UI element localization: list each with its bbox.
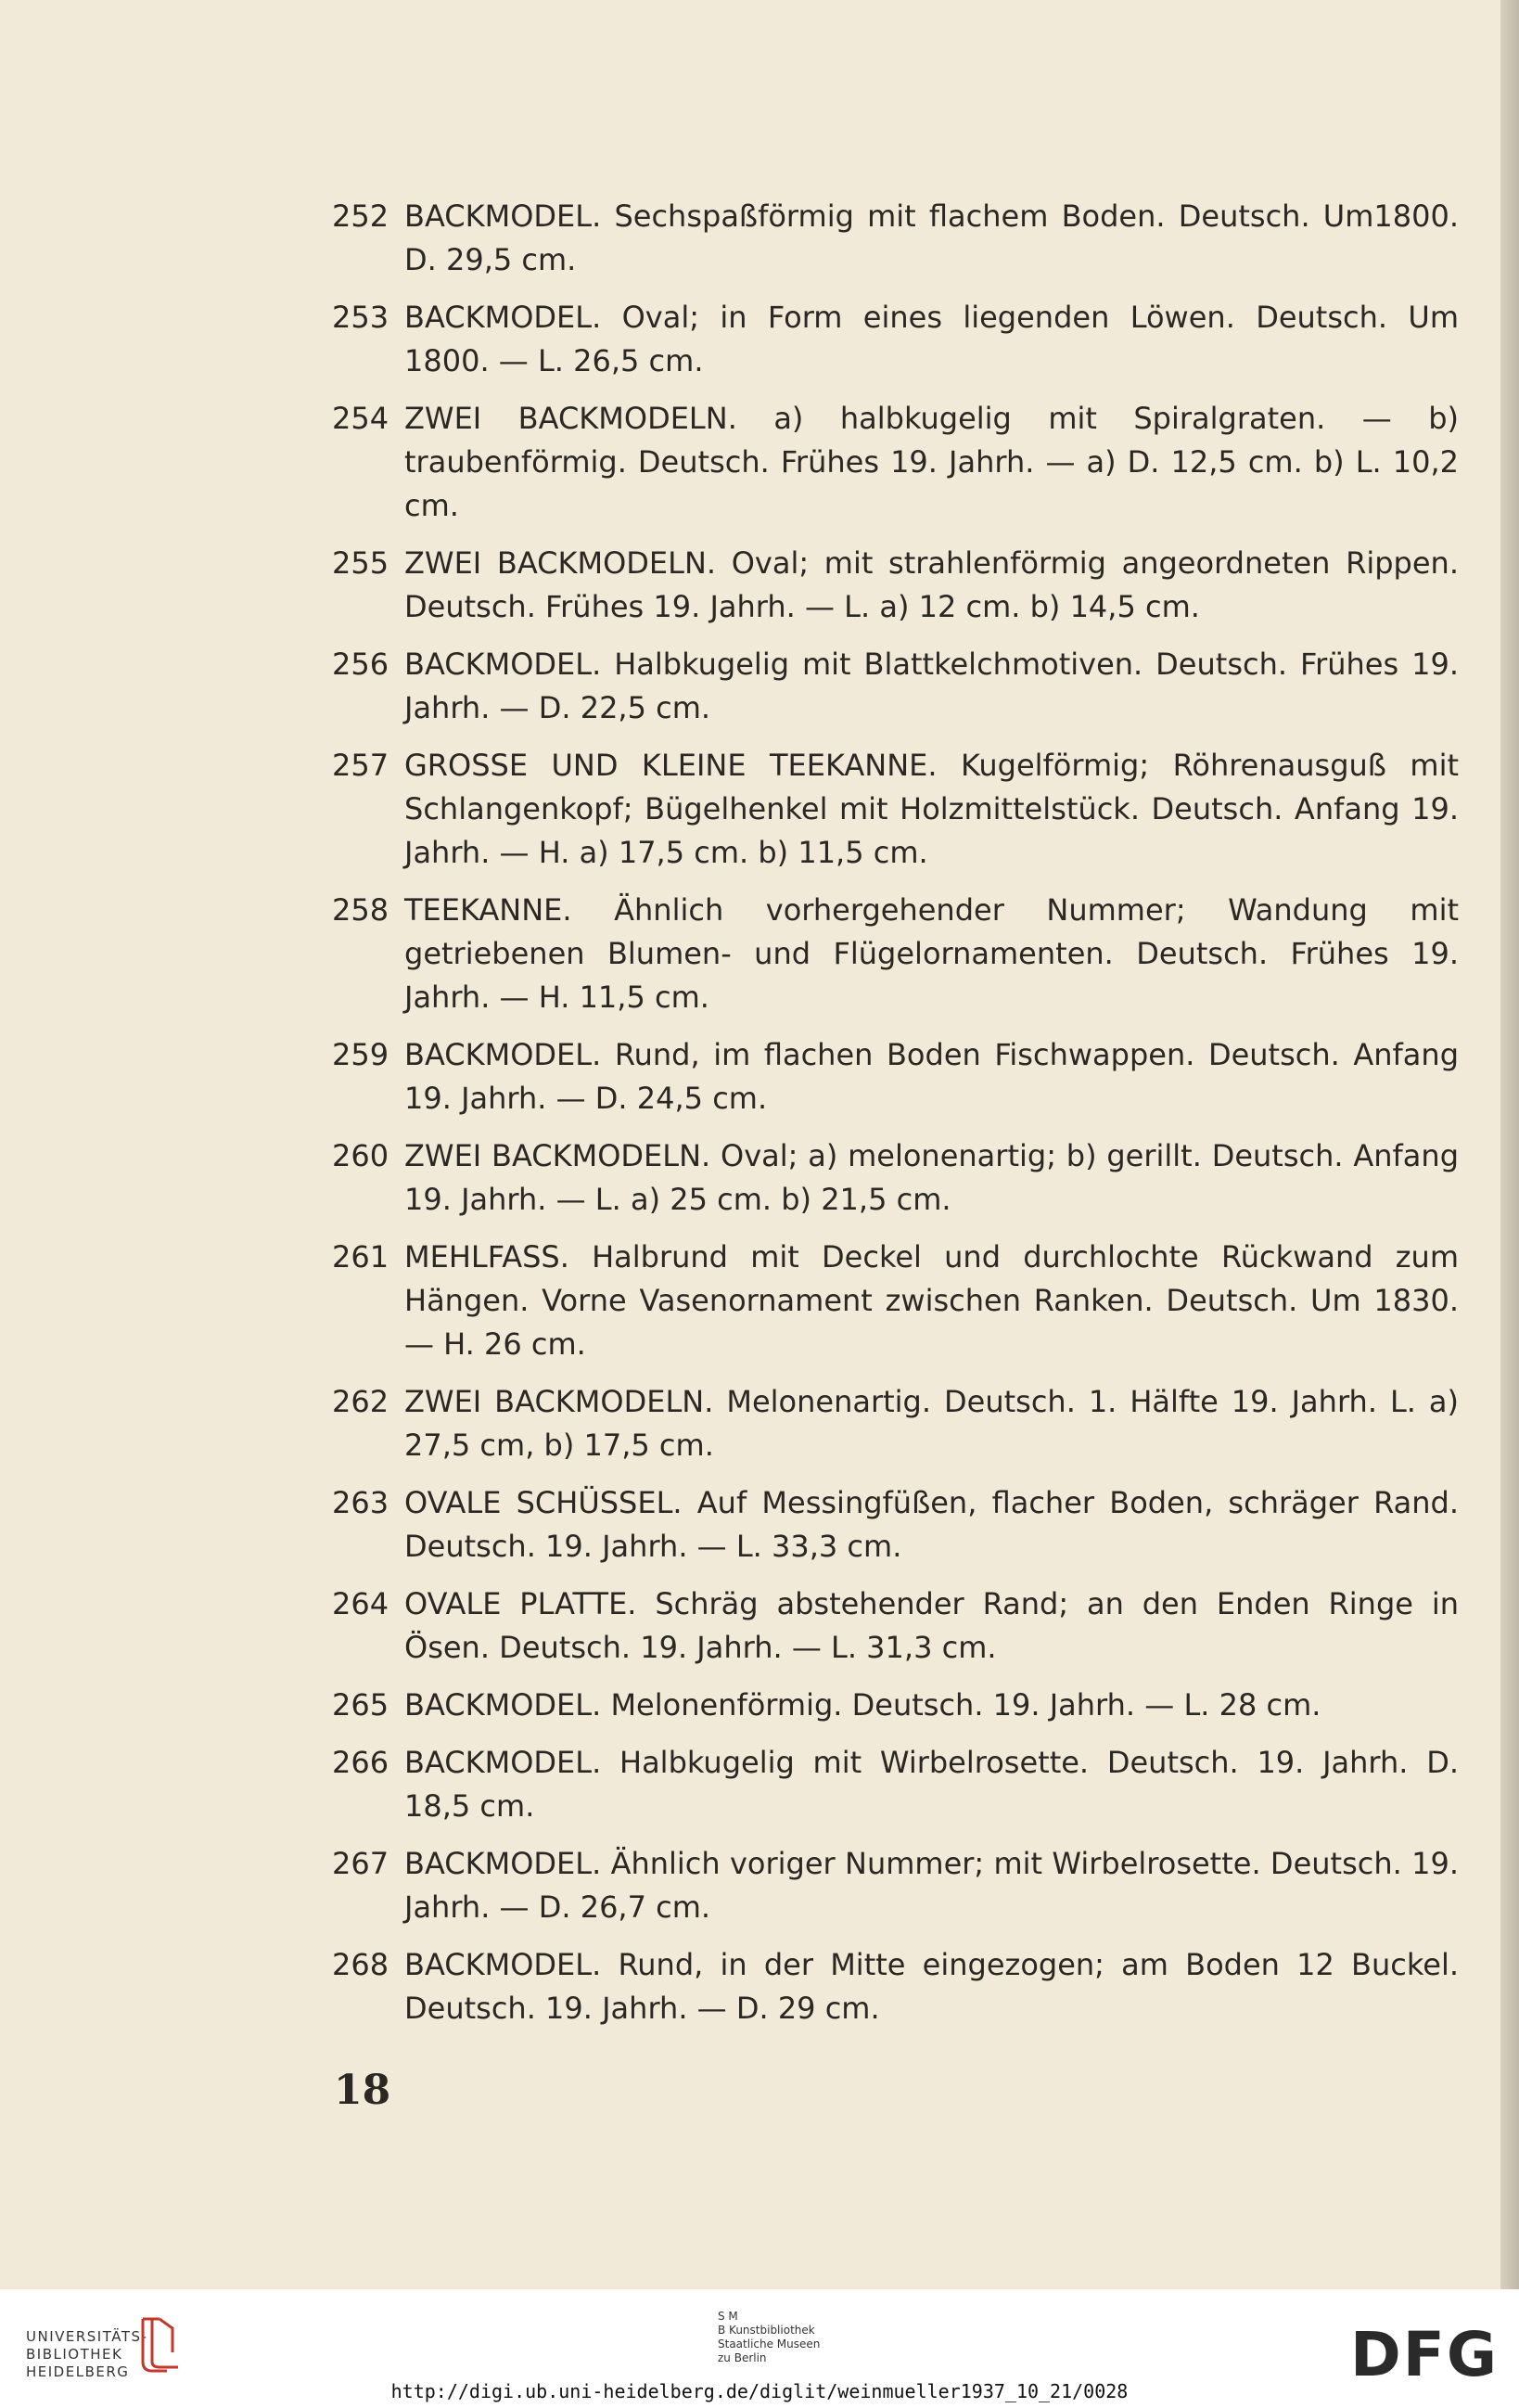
entry-text: OVALE PLATTE. Schräg abstehender Rand; an den Enden Ringe in Ösen. Deutsch. 19. Jahrh. — L. 31,3 cm. <box>404 1586 1459 1665</box>
entry-text: ZWEI BACKMODELN. Melonenartig. Deutsch. 1. Hälfte 19. Jahrh. L. a) 27,5 cm, b) 17,5 cm. <box>404 1384 1459 1463</box>
entry-text: BACKMODEL. Melonenförmig. Deutsch. 19. Jahrh. — L. 28 cm. <box>404 1687 1321 1723</box>
catalog-entry <box>332 296 1459 383</box>
entry-text: ZWEI BACKMODELN. Oval; mit strahlenförmig angeordneten Rippen. Deutsch. Frühes 19. Jahrh. — L. a) 12 cm. b) 14,5 cm. <box>404 545 1459 624</box>
smb-kunstbibliothek-logo[interactable] <box>718 2310 820 2365</box>
university-logo-line: UNIVERSITÄTS- <box>26 2328 148 2345</box>
university-logo-line: BIBLIOTHEK <box>26 2346 123 2363</box>
catalog-entry <box>332 1842 1459 1929</box>
university-logo-line: HEIDELBERG <box>26 2363 130 2380</box>
entry-number: 264 <box>332 1586 389 1621</box>
entry-number: 267 <box>332 1846 389 1881</box>
entry-number: 255 <box>332 545 389 581</box>
catalog-entries <box>332 195 1459 2044</box>
entry-text: GROSSE UND KLEINE TEEKANNE. Kugelförmig; Röhrenausguß mit Schlangenkopf; Bügelhenkel mit Holzmittelstück. Deutsch. Anfang 19. Jahrh. — H. a) 17,5 cm. b) 11,5 cm. <box>404 748 1459 870</box>
page-edge-shadow <box>1500 0 1519 2289</box>
entry-number: 252 <box>332 199 389 234</box>
catalog-entry <box>332 1684 1459 1727</box>
entry-text: OVALE SCHÜSSEL. Auf Messingfüßen, flacher Boden, schräger Rand. Deutsch. 19. Jahrh. — L. 33,3 cm. <box>404 1485 1459 1564</box>
entry-text: BACKMODEL. Halbkugelig mit Wirbelrosette. Deutsch. 19. Jahrh. D. 18,5 cm. <box>404 1745 1459 1824</box>
catalog-entry <box>332 195 1459 282</box>
entry-text: TEEKANNE. Ähnlich vorhergehender Nummer; Wandung mit getriebenen Blumen- und Flügelornamenten. Deutsch. Frühes 19. Jahrh. — H. 11,5 cm. <box>404 892 1459 1015</box>
entry-number: 261 <box>332 1239 389 1274</box>
catalog-entry <box>332 1236 1459 1366</box>
entry-number: 257 <box>332 748 389 783</box>
entry-text: BACKMODEL. Ähnlich voriger Nummer; mit Wirbelrosette. Deutsch. 19. Jahrh. — D. 26,7 cm. <box>404 1846 1459 1925</box>
catalog-entry <box>332 1741 1459 1828</box>
source-url-link[interactable]: http://digi.ub.uni-heidelberg.de/diglit/weinmueller1937_10_21/0028 <box>390 2380 1129 2402</box>
entry-number: 253 <box>332 300 389 335</box>
catalog-entry <box>332 1134 1459 1222</box>
entry-number: 256 <box>332 647 389 682</box>
entry-number: 263 <box>332 1485 389 1520</box>
entry-number: 266 <box>332 1745 389 1780</box>
entry-number: 265 <box>332 1687 389 1723</box>
catalog-entry <box>332 397 1459 528</box>
smb-logo-line: S M <box>718 2310 738 2323</box>
smb-logo-line: zu Berlin <box>718 2351 767 2364</box>
entry-text: BACKMODEL. Sechspaßförmig mit flachem Boden. Deutsch. Um1800. D. 29,5 cm. <box>404 199 1459 277</box>
entry-number: 262 <box>332 1384 389 1419</box>
catalog-entry <box>332 542 1459 629</box>
page-number: 18 <box>334 2067 391 2114</box>
entry-number: 259 <box>332 1037 389 1072</box>
university-library-logo[interactable] <box>26 2328 147 2381</box>
entry-number: 268 <box>332 1947 389 1982</box>
entry-text: BACKMODEL. Oval; in Form eines liegenden Löwen. Deutsch. Um 1800. — L. 26,5 cm. <box>404 300 1459 378</box>
entry-text: ZWEI BACKMODELN. a) halbkugelig mit Spiralgraten. — b) traubenförmig. Deutsch. Frühes 19. Jahrh. — a) D. 12,5 cm. b) L. 10,2 cm. <box>404 401 1459 523</box>
entry-number: 260 <box>332 1138 389 1173</box>
entry-text: BACKMODEL. Rund, in der Mitte eingezogen; am Boden 12 Buckel. Deutsch. 19. Jahrh. — D. 29 cm. <box>404 1947 1459 2026</box>
catalog-entry <box>332 889 1459 1019</box>
entry-number: 254 <box>332 401 389 436</box>
catalog-entry <box>332 1943 1459 2030</box>
catalog-entry <box>332 1380 1459 1467</box>
catalog-entry <box>332 744 1459 875</box>
smb-logo-line: B Kunstbibliothek <box>718 2324 815 2337</box>
dfg-logo[interactable]: DFG <box>1350 2319 1500 2390</box>
entry-text: MEHLFASS. Halbrund mit Deckel und durchlochte Rückwand zum Hängen. Vorne Vasenornament zwischen Ranken. Deutsch. Um 1830. — H. 26 cm. <box>404 1239 1459 1362</box>
entry-text: BACKMODEL. Halbkugelig mit Blattkelchmotiven. Deutsch. Frühes 19. Jahrh. — D. 22,5 cm. <box>404 647 1459 725</box>
catalog-entry <box>332 1582 1459 1670</box>
catalog-entry <box>332 1481 1459 1569</box>
catalog-entry <box>332 643 1459 730</box>
university-emblem-icon <box>139 2315 182 2376</box>
smb-logo-line: Staatliche Museen <box>718 2338 821 2350</box>
entry-text: BACKMODEL. Rund, im flachen Boden Fischwappen. Deutsch. Anfang 19. Jahrh. — D. 24,5 cm. <box>404 1037 1459 1116</box>
entry-number: 258 <box>332 892 389 928</box>
catalog-entry <box>332 1033 1459 1121</box>
entry-text: ZWEI BACKMODELN. Oval; a) melonenartig; b) gerillt. Deutsch. Anfang 19. Jahrh. — L. a) 25 cm. b) 21,5 cm. <box>404 1138 1459 1217</box>
